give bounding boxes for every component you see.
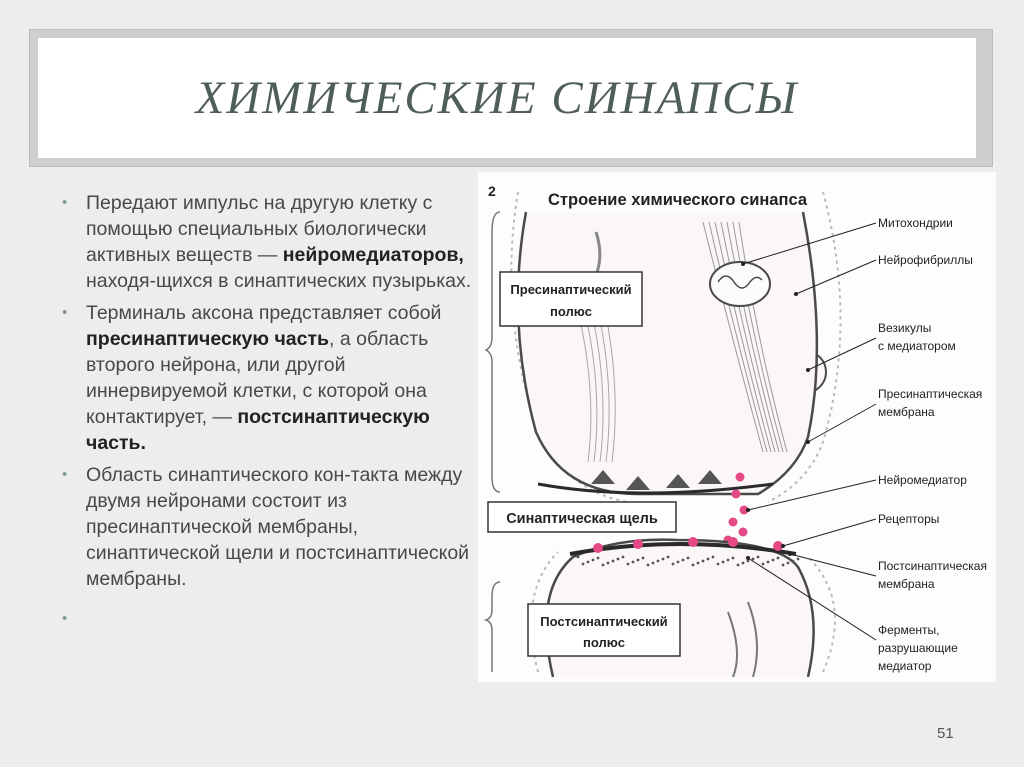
postsyn-pole-label: полюс <box>583 635 625 650</box>
title-box <box>38 38 976 158</box>
leader-arrowhead <box>806 368 810 372</box>
leader-arrowhead <box>794 292 798 296</box>
label-neurotransmitter: Нейромедиатор <box>878 473 967 487</box>
label-presyn-membrane: мембрана <box>878 405 935 419</box>
label-enzymes: Ферменты, <box>878 623 940 637</box>
leader-arrowhead <box>746 556 750 560</box>
label-enzymes: разрушающие <box>878 641 958 655</box>
leader-arrowhead <box>781 544 785 548</box>
bullet-dot-icon: • <box>62 304 68 321</box>
page-number: 51 <box>937 725 954 742</box>
membrane-grain <box>692 564 695 567</box>
figure-number: 2 <box>488 183 496 199</box>
bullet-list <box>62 190 482 627</box>
label-postsyn-membrane: мембрана <box>878 577 935 591</box>
label-presyn-membrane: Пресинаптическая <box>878 387 983 401</box>
leader-arrowhead <box>741 262 745 266</box>
membrane-grain <box>772 559 775 562</box>
membrane-grain <box>677 561 680 564</box>
leader-arrowhead <box>806 440 810 444</box>
neurotransmitter-dot <box>732 490 741 499</box>
postsyn-bracket <box>486 582 500 672</box>
membrane-grain <box>592 559 595 562</box>
membrane-grain <box>727 559 730 562</box>
membrane-grain <box>652 562 655 565</box>
synapse-figure <box>478 172 996 682</box>
postsyn-pole-label: Постсинаптический <box>540 614 668 629</box>
membrane-grain <box>782 564 785 567</box>
label-receptors: Рецепторы <box>878 512 940 526</box>
label-mitochondria: Митохондрии <box>878 216 953 230</box>
membrane-grain <box>647 564 650 567</box>
membrane-grain <box>662 558 665 561</box>
presynaptic-terminal <box>518 212 817 494</box>
label-enzymes: медиатор <box>878 659 932 673</box>
receptor <box>633 539 643 549</box>
membrane-grain <box>587 561 590 564</box>
membrane-grain <box>672 563 675 566</box>
label-neurofibrils: Нейрофибриллы <box>878 253 973 267</box>
membrane-grain <box>702 560 705 563</box>
membrane-grain <box>732 557 735 560</box>
membrane-grain <box>642 557 645 560</box>
leader-line <box>783 519 876 546</box>
membrane-grain <box>757 556 760 559</box>
membrane-grain <box>617 558 620 561</box>
leader-arrowhead <box>788 552 792 556</box>
membrane-grain <box>787 562 790 565</box>
membrane-grain <box>607 562 610 565</box>
bullet-dot-icon: • <box>62 194 68 211</box>
leader-arrowhead <box>746 508 750 512</box>
membrane-grain <box>687 557 690 560</box>
membrane-grain <box>767 561 770 564</box>
neurotransmitter-dot <box>739 528 748 537</box>
mitochondrion <box>710 262 770 306</box>
bullet-dot-icon: • <box>62 610 68 627</box>
bullet-dot-icon: • <box>62 466 68 483</box>
label-postsyn-membrane: Постсинаптическая <box>878 559 987 573</box>
neurotransmitter-dot <box>736 473 745 482</box>
membrane-grain <box>612 560 615 563</box>
membrane-grain <box>792 560 795 563</box>
presyn-pole-label: Пресинаптический <box>510 282 632 297</box>
slide-title: ХИМИЧЕСКИЕ СИНАПСЫ <box>195 72 799 124</box>
membrane-grain <box>637 559 640 562</box>
bullet-item: • Область синаптического кон-такта между двумя нейронами состоит из пресинаптической мембраны, синаптической щели и постсинаптической мембраны. <box>62 464 470 590</box>
title-frame <box>29 29 993 167</box>
bullet-item: • Передают импульс на другую клетку с помощью специальных биологически активных веществ — нейромедиаторов, находя-щихся в синаптических пузырьках. <box>62 192 472 292</box>
receptor <box>593 543 603 553</box>
membrane-grain <box>577 556 580 559</box>
receptor <box>688 537 698 547</box>
receptor <box>728 537 738 547</box>
presyn-pole-label: полюс <box>550 304 592 319</box>
membrane-grain <box>777 557 780 560</box>
membrane-grain <box>597 557 600 560</box>
membrane-grain <box>602 564 605 567</box>
bullet-item: • Терминаль аксона представляет собой пресинаптическую часть, а область второго нейрона, или другой иннервируемой клетки, с которой она контактирует, — постсинаптическую часть. <box>62 302 442 454</box>
membrane-grain <box>627 563 630 566</box>
membrane-grain <box>722 561 725 564</box>
membrane-grain <box>752 558 755 561</box>
membrane-grain <box>697 562 700 565</box>
neurotransmitter-dot <box>729 518 738 527</box>
membrane-grain <box>582 563 585 566</box>
membrane-grain <box>742 562 745 565</box>
membrane-grain <box>737 564 740 567</box>
membrane-grain <box>622 556 625 559</box>
membrane-grain <box>707 558 710 561</box>
figure-heading: Строение химического синапса <box>548 191 808 209</box>
leader-line <box>790 554 876 576</box>
membrane-grain <box>712 556 715 559</box>
leader-line <box>808 338 876 370</box>
leader-line <box>808 404 876 442</box>
membrane-grain <box>682 559 685 562</box>
membrane-grain <box>717 563 720 566</box>
presyn-bracket <box>486 212 500 492</box>
membrane-grain <box>797 558 800 561</box>
membrane-grain <box>667 556 670 559</box>
label-vesicles: Везикулы <box>878 321 932 335</box>
synapse-diagram <box>478 172 996 682</box>
label-vesicles: с медиатором <box>878 339 956 353</box>
membrane-grain <box>747 560 750 563</box>
cleft-label: Синаптическая щель <box>506 511 658 527</box>
membrane-grain <box>632 561 635 564</box>
membrane-grain <box>762 563 765 566</box>
membrane-grain <box>657 560 660 563</box>
